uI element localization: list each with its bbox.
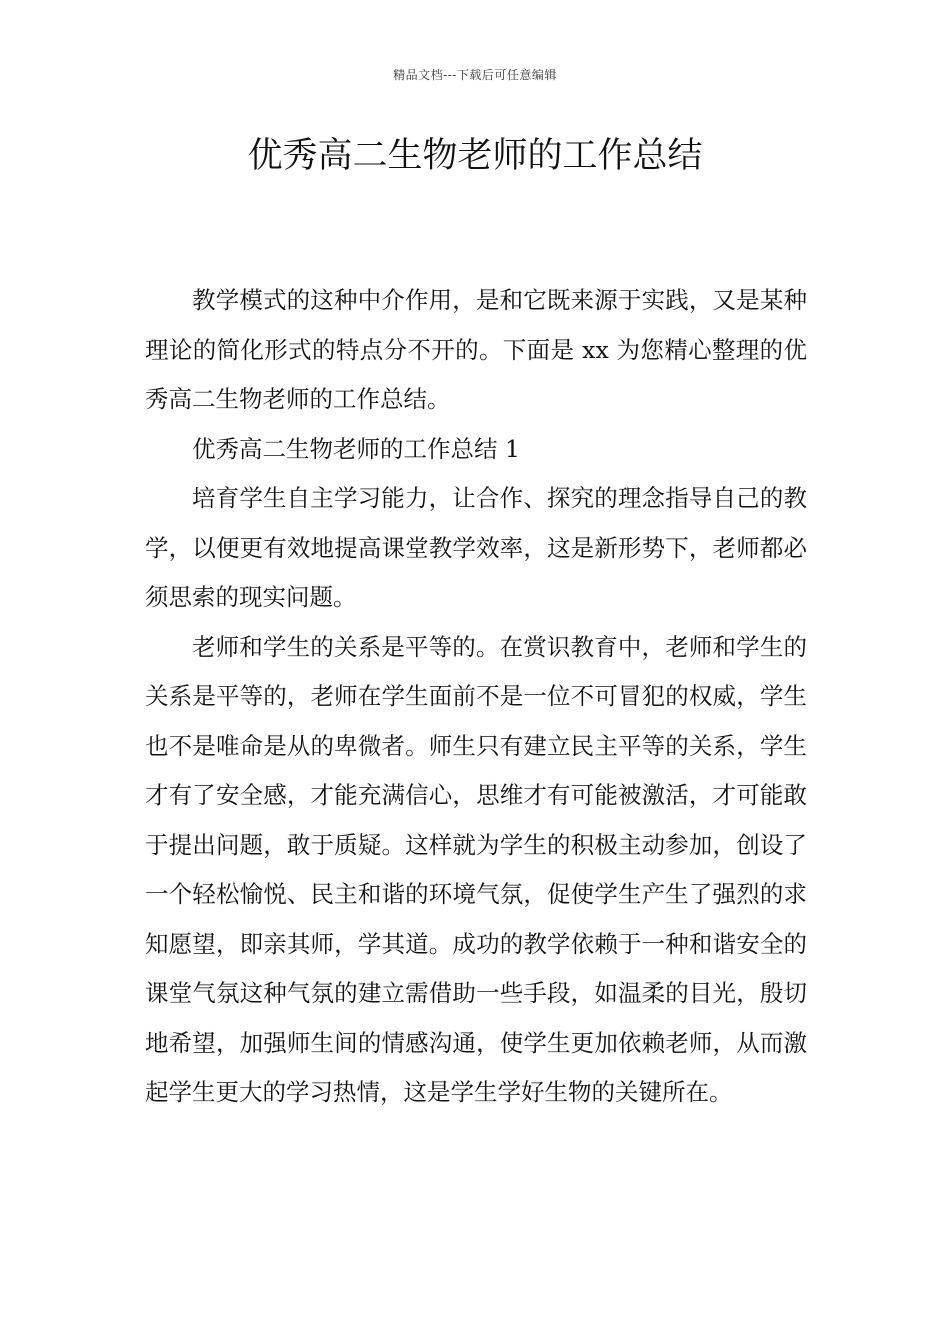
section-heading: 优秀高二生物老师的工作总结 1 — [192, 434, 520, 463]
document-title: 优秀高二生物老师的工作总结 — [247, 136, 703, 176]
header-note: 精品文档---下载后可任意编辑 — [393, 68, 557, 82]
paragraph-intro: 教学模式的这种中介作用，是和它既来源于实践，又是某种理论的简化形式的特点分不开的。下面是 xx 为您精心整理的优秀高二生物老师的工作总结。 — [145, 286, 807, 413]
paragraph: 培育学生自主学习能力，让合作、探究的理念指导自己的教学，以便更有效地提高课堂教学效率，这是新形势下，老师都必须思索的现实问题。 — [145, 484, 807, 611]
paragraph: 老师和学生的关系是平等的。在赏识教育中，老师和学生的关系是平等的，老师在学生面前不是一位不可冒犯的权威，学生也不是唯命是从的卑微者。师生只有建立民主平等的关系，学生才有了安全感，才能充满信心，思维才有可能被激活，才可能敢于提出问题，敢于质疑。这样就为学生的积极主动参加，创设了一个轻松愉悦、民主和谐的环境气氛，促使学生产生了强烈的求知愿望，即亲其师，学其道。成功的教学依赖于一种和谐安全的课堂气氛这种气氛的建立需借助一些手段，如温柔的目光，殷切地希望，加强师生间的情感沟通，使学生更加依赖老师，从而激起学生更大的学习热情，这是学生学好生物的关键所在。 — [145, 632, 807, 1106]
document-body — [145, 276, 807, 1118]
